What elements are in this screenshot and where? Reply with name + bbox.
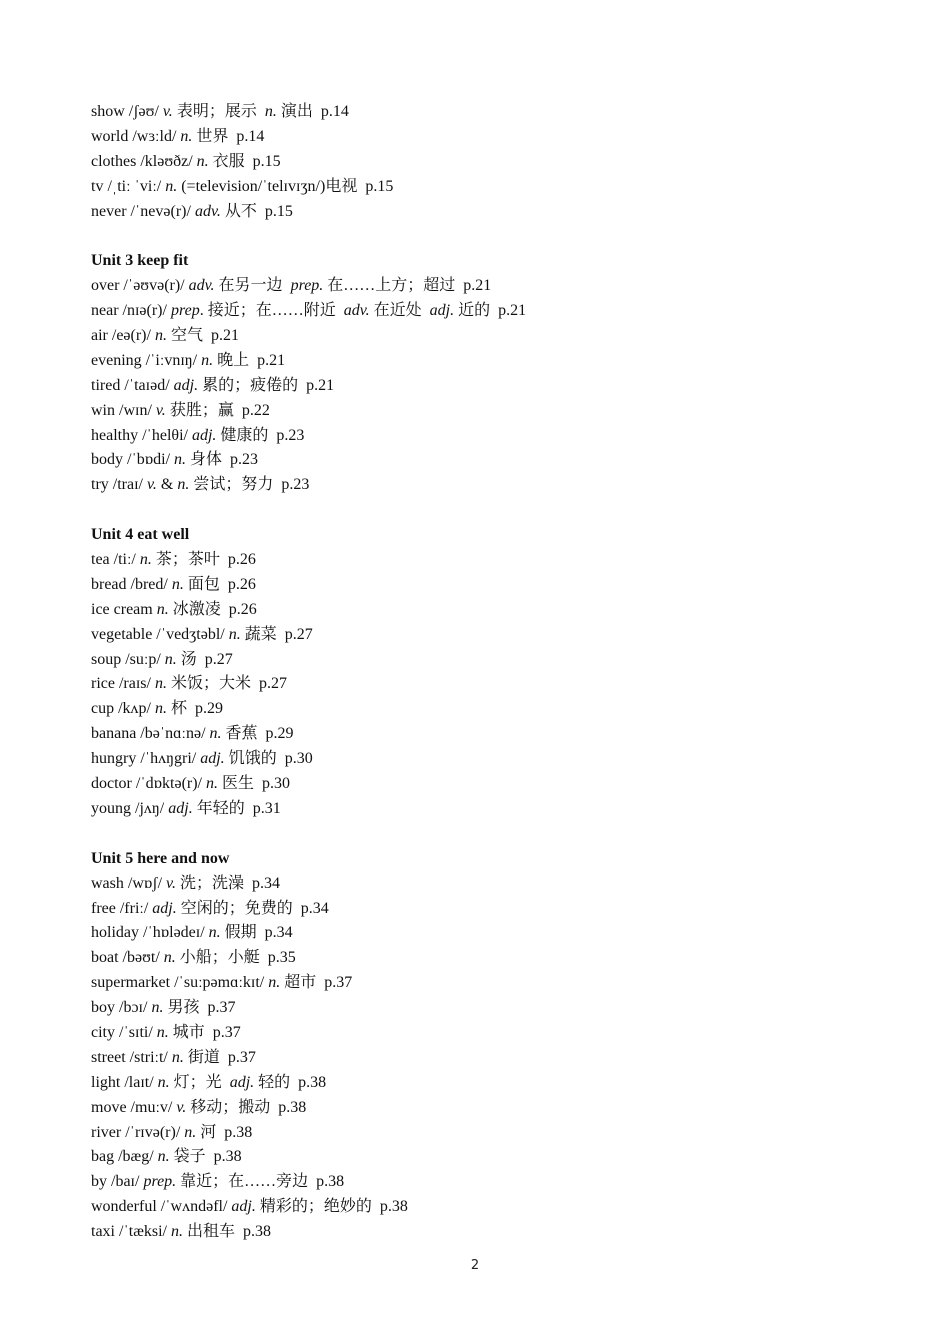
part-of-speech: n.	[171, 1223, 183, 1241]
part-of-speech: adv.	[194, 202, 221, 220]
part-of-speech: n.	[184, 1123, 197, 1141]
entry-text: 靠近；在……旁边 p.38	[176, 1173, 345, 1191]
entry-text: banana /bəˈnɑːnə/	[91, 725, 210, 743]
entry-text: 汤 p.27	[176, 650, 233, 668]
part-of-speech: v.	[155, 401, 166, 419]
entry-text: wash /wɒʃ/	[91, 874, 167, 892]
entry-text: 演出 p.14	[276, 103, 349, 120]
entry-text: Unit 3 keep fit	[91, 252, 189, 270]
part-of-speech: n.	[163, 949, 176, 967]
part-of-speech: n.	[196, 152, 209, 170]
vocab-entry	[91, 548, 891, 573]
entry-text: 空气 p.21	[166, 327, 239, 345]
vocab-entry	[91, 399, 891, 424]
vocab-entry	[91, 274, 891, 299]
vocab-entry	[91, 1096, 891, 1121]
unit-heading	[91, 249, 891, 274]
part-of-speech: n.	[209, 725, 222, 743]
part-of-speech: n.	[139, 551, 152, 569]
entry-text: 医生 p.30	[218, 775, 291, 793]
vocab-entry	[91, 747, 891, 772]
part-of-speech: adj.	[168, 799, 193, 817]
entry-text: boat /bəʊt/	[91, 949, 164, 967]
entry-text: 年轻的 p.31	[192, 799, 281, 817]
entry-text: 杯 p.29	[167, 700, 224, 718]
blank-line	[91, 498, 891, 523]
vocab-entry	[91, 623, 891, 648]
vocab-entry	[91, 797, 891, 822]
entry-text: cup /kʌp/	[91, 700, 155, 718]
blank-line	[91, 224, 891, 249]
vocab-entry	[91, 100, 891, 125]
entry-text: 男孩 p.37	[163, 999, 236, 1017]
entry-text: 晚上 p.21	[213, 351, 286, 369]
part-of-speech: prep	[170, 302, 200, 320]
entry-text: 移动；搬动 p.38	[186, 1098, 307, 1116]
part-of-speech: n.	[228, 625, 241, 643]
part-of-speech: prep.	[290, 277, 324, 295]
part-of-speech: adj.	[231, 1198, 256, 1216]
entry-text: body /ˈbɒdi/	[91, 451, 175, 469]
part-of-speech: n.	[165, 177, 178, 195]
entry-text: 河 p.38	[196, 1123, 253, 1141]
entry-text: 香蕉 p.29	[221, 725, 294, 743]
vocab-entry	[91, 1046, 891, 1071]
vocab-entry	[91, 598, 891, 623]
entry-text: 精彩的；绝妙的 p.38	[255, 1198, 408, 1216]
entry-text: 在另一边	[214, 277, 291, 295]
entry-text: light /laɪt/	[91, 1073, 158, 1091]
entry-text: hungry /ˈhʌŋgri/	[91, 750, 201, 768]
vocab-entry	[91, 448, 891, 473]
entry-text: 表明；展示	[172, 103, 265, 120]
entry-text: city /ˈsɪti/	[91, 1023, 157, 1041]
vocab-entry	[91, 150, 891, 175]
entry-text: Unit 5 here and now	[91, 849, 230, 867]
vocab-entry	[91, 648, 891, 673]
entry-text: ice cream	[91, 600, 157, 618]
entry-text: supermarket /ˈsuːpəmɑːkɪt/	[91, 974, 269, 992]
entry-text: 近的 p.21	[454, 302, 527, 320]
part-of-speech: n.	[208, 924, 221, 942]
part-of-speech: n.	[180, 127, 193, 145]
vocab-entry	[91, 672, 891, 697]
part-of-speech: adj.	[200, 750, 225, 768]
entry-text: wonderful /ˈwʌndəfl/	[91, 1198, 232, 1216]
entry-text: 茶；茶叶 p.26	[151, 551, 256, 569]
entry-text: bread /bred/	[91, 575, 172, 593]
part-of-speech: n.	[154, 675, 167, 693]
entry-text: healthy /ˈhelθi/	[91, 426, 192, 444]
entry-text: young /jʌŋ/	[91, 799, 169, 817]
entry-text: world /wɜːld/	[91, 127, 181, 145]
vocab-entry	[91, 1021, 891, 1046]
part-of-speech: n.	[157, 1148, 170, 1166]
entry-text: 健康的 p.23	[216, 426, 305, 444]
part-of-speech: v.	[146, 476, 157, 494]
entry-text: 尝试；努力 p.23	[189, 476, 310, 494]
entry-text: river /ˈrɪvə(r)/	[91, 1123, 185, 1141]
entry-text: 衣服 p.15	[208, 152, 281, 170]
entry-text: boy /bɔɪ/	[91, 999, 152, 1017]
vocab-entry	[91, 175, 891, 200]
entry-text: 出租车 p.38	[183, 1223, 272, 1241]
entry-text: 超市 p.37	[280, 974, 353, 992]
entry-text: try /traɪ/	[91, 476, 147, 494]
entry-text: 身体 p.23	[186, 451, 259, 469]
entry-text: rice /raɪs/	[91, 675, 155, 693]
vocab-entry	[91, 1220, 891, 1245]
entry-text: near /nɪə(r)/	[91, 302, 171, 320]
vocab-entry	[91, 996, 891, 1021]
vocab-entry	[91, 573, 891, 598]
entry-text: by /baɪ/	[91, 1173, 144, 1191]
entry-text: 轻的 p.38	[254, 1073, 327, 1091]
entry-text: 小船；小艇 p.35	[175, 949, 296, 967]
vocab-entry	[91, 772, 891, 797]
blank-line	[91, 822, 891, 847]
entry-text: street /striːt/	[91, 1048, 172, 1066]
vocab-entry	[91, 299, 891, 324]
entry-text: doctor /ˈdɒktə(r)/	[91, 775, 206, 793]
part-of-speech: adj.	[229, 1073, 255, 1091]
part-of-speech: n.	[154, 327, 167, 345]
vocab-entry	[91, 872, 891, 897]
entry-text: over /ˈəʊvə(r)/	[91, 277, 189, 295]
part-of-speech: n.	[206, 775, 218, 793]
vocab-entry	[91, 722, 891, 747]
entry-text: 在近处	[369, 302, 430, 320]
vocab-entry	[91, 697, 891, 722]
entry-text: evening /ˈiːvnɪŋ/	[91, 351, 202, 369]
part-of-speech: v.	[166, 874, 176, 892]
part-of-speech: n.	[164, 650, 177, 668]
part-of-speech: adj.	[152, 899, 177, 917]
part-of-speech: adj.	[191, 426, 217, 444]
part-of-speech: prep.	[143, 1173, 177, 1191]
entry-text: 饥饿的 p.30	[224, 750, 313, 768]
entry-text: Unit 4 eat well	[91, 526, 190, 544]
entry-text: 世界 p.14	[192, 127, 265, 145]
entry-text: 获胜；赢 p.22	[165, 401, 270, 419]
part-of-speech: n.	[155, 700, 167, 718]
entry-text: 街道 p.37	[183, 1048, 256, 1066]
entry-text: 面包 p.26	[183, 575, 256, 593]
vocab-entry	[91, 921, 891, 946]
vocab-entry	[91, 1145, 891, 1170]
part-of-speech: n.	[156, 600, 169, 618]
entry-text: tired /ˈtaɪəd/	[91, 376, 174, 394]
entry-text: taxi /ˈtæksi/	[91, 1223, 171, 1241]
vocab-entry	[91, 1170, 891, 1195]
part-of-speech: n.	[171, 1048, 184, 1066]
part-of-speech: n.	[174, 451, 187, 469]
entry-text: soup /suːp/	[91, 650, 165, 668]
entry-text: (=television/ˈtelɪvɪʒn/)电视 p.15	[177, 177, 394, 195]
entry-text: 蔬菜 p.27	[240, 625, 313, 643]
entry-text: 在……上方；超过 p.21	[323, 277, 492, 295]
part-of-speech: n.	[177, 476, 190, 494]
part-of-speech: adj.	[173, 376, 199, 394]
entry-text: 洗；洗澡 p.34	[175, 874, 280, 892]
vocab-entry	[91, 1071, 891, 1096]
vocab-entry	[91, 1195, 891, 1220]
entry-text: move /muːv/	[91, 1098, 177, 1116]
entry-text: show /ʃəʊ/	[91, 103, 163, 120]
unit-heading	[91, 523, 891, 548]
page-number: 2	[470, 1258, 480, 1273]
vocab-entry	[91, 374, 891, 399]
entry-text: vegetable /ˈvedʒtəbl/	[91, 625, 229, 643]
vocab-entry	[91, 125, 891, 150]
vocab-entry	[91, 1121, 891, 1146]
entry-text: clothes /kləʊðz/	[91, 152, 197, 170]
entry-text: bag /bæg/	[91, 1148, 158, 1166]
entry-text: 城市 p.37	[168, 1023, 241, 1041]
entry-text: tea /tiː/	[91, 551, 140, 569]
vocab-entry	[91, 971, 891, 996]
entry-text: air /eə(r)/	[91, 327, 155, 345]
entry-text: 冰激凌 p.26	[168, 600, 257, 618]
entry-text: 空闲的；免费的 p.34	[176, 899, 329, 917]
entry-text: never /ˈnevə(r)/	[91, 202, 195, 220]
entry-text: 袋子 p.38	[169, 1148, 242, 1166]
vocab-entry	[91, 324, 891, 349]
entry-text: 米饭；大米 p.27	[166, 675, 287, 693]
part-of-speech: n.	[201, 351, 214, 369]
entry-text: 灯；光	[169, 1073, 230, 1091]
entry-text: 假期 p.34	[220, 924, 293, 942]
part-of-speech: n.	[157, 1073, 170, 1091]
vocab-entry	[91, 200, 891, 225]
unit-heading	[91, 847, 891, 872]
part-of-speech: n.	[171, 575, 184, 593]
part-of-speech: n.	[268, 974, 281, 992]
part-of-speech: v.	[176, 1098, 187, 1116]
part-of-speech: n.	[156, 1023, 169, 1041]
vocab-entry	[91, 897, 891, 922]
part-of-speech: n.	[151, 999, 164, 1017]
entry-text: &	[156, 476, 178, 494]
part-of-speech: adj.	[429, 302, 455, 320]
vocabulary-list	[91, 100, 891, 1245]
entry-text: 累的；疲倦的 p.21	[198, 376, 335, 394]
entry-text: holiday /ˈhɒlədeɪ/	[91, 924, 209, 942]
entry-text: win /wɪn/	[91, 401, 156, 419]
vocab-entry	[91, 473, 891, 498]
vocab-entry	[91, 424, 891, 449]
entry-text: . 接近；在……附近	[199, 302, 344, 320]
entry-text: tv /ˌtiː ˈviː/	[91, 177, 166, 195]
part-of-speech: adv.	[343, 302, 370, 320]
entry-text: free /friː/	[91, 899, 153, 917]
part-of-speech: n.	[264, 103, 277, 120]
vocab-entry	[91, 349, 891, 374]
part-of-speech: adv.	[188, 277, 215, 295]
entry-text: 从不 p.15	[220, 202, 293, 220]
vocab-entry	[91, 946, 891, 971]
part-of-speech: v.	[162, 103, 173, 120]
